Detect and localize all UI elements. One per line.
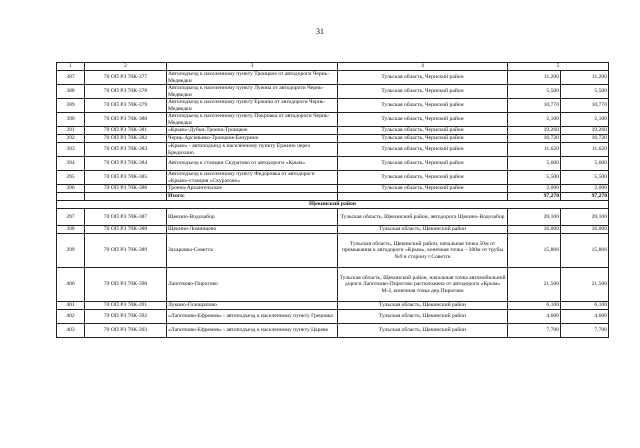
road-location: Тульская область, Щекинский район <box>338 324 508 338</box>
road-length-2: 2,000 <box>561 185 609 193</box>
road-location: Тульская область, Щекинский район, начальная точка автомобильной дороги Лапотково-Пирогово расположена от автодороги «Крым» М-2, конечная точка дер.Пирогово <box>338 268 508 302</box>
road-length-2: 4,600 <box>561 310 609 324</box>
road-length-2: 16,000 <box>561 226 609 234</box>
road-length-2: 5,600 <box>561 157 609 171</box>
road-location: Тульская область, Щекинский район <box>338 310 508 324</box>
road-length-1: 2,000 <box>508 185 561 193</box>
road-length-2: 15,866 <box>561 234 609 268</box>
row-number: 402 <box>57 310 85 324</box>
row-number: 401 <box>57 302 85 310</box>
table-row <box>57 157 609 171</box>
road-name: Лапотково-Пирогово <box>167 268 338 302</box>
road-code: 70 ОП РЗ 70К-390 <box>85 268 167 302</box>
chernsky-rows <box>57 71 609 193</box>
road-code: 70 ОП РЗ 70К-382 <box>85 135 167 143</box>
row-number: 397 <box>57 209 85 226</box>
column-header: 5 <box>508 63 609 71</box>
road-name: Лукино-Голощапово <box>167 302 338 310</box>
road-name: «Крым» - автоподъезд к населенному пункту Ержино через Бредихино <box>167 143 338 157</box>
road-location: Тульская область, Чернский район <box>338 157 508 171</box>
column-header: 1 <box>57 63 85 71</box>
table-row <box>57 302 609 310</box>
road-length-1: 4,600 <box>508 310 561 324</box>
road-location: Тульская область, Щекинский район, автодорога Щекино-Водозабор <box>338 209 508 226</box>
road-name: Автоподъезд к населенному пункту Ержино от автодороги Чернь-Медведки <box>167 99 338 113</box>
road-name: Автоподъезд к населенному пункту Троицкое от автодороги Чернь-Медведки <box>167 71 338 85</box>
road-code: 70 ОП РЗ 70К-386 <box>85 185 167 193</box>
road-name: Щекино-Водозабор <box>167 209 338 226</box>
road-name: Автоподъезд к станции Скуратово от автодороги «Крым» <box>167 157 338 171</box>
road-length-1: 10,770 <box>508 99 561 113</box>
row-number: 390 <box>57 113 85 127</box>
table-row <box>57 268 609 302</box>
road-location: Тульская область, Щекинский район <box>338 302 508 310</box>
road-code: 70 ОП РЗ 70К-380 <box>85 113 167 127</box>
table-row <box>57 171 609 185</box>
road-location: Тульская область, Чернский район <box>338 171 508 185</box>
page-number: 31 <box>316 27 324 36</box>
total-label: Итого: <box>167 193 338 201</box>
road-code: 70 ОП РЗ 70К-379 <box>85 99 167 113</box>
road-code: 70 ОП РЗ 70К-384 <box>85 157 167 171</box>
row-number: 389 <box>57 99 85 113</box>
row-number: 394 <box>57 157 85 171</box>
total-value-1: 97,270 <box>508 193 561 201</box>
road-location: Тульская область, Чернский район <box>338 71 508 85</box>
row-number: 398 <box>57 226 85 234</box>
row-number: 396 <box>57 185 85 193</box>
road-name: «Крым»-Дубки-Троена-Троицкое <box>167 127 338 135</box>
road-length-1: 20,100 <box>508 209 561 226</box>
road-code: 70 ОП РЗ 70К-378 <box>85 85 167 99</box>
table-row <box>57 234 609 268</box>
roads-table <box>56 62 609 338</box>
row-number: 391 <box>57 127 85 135</box>
road-length-2: 19,260 <box>561 127 609 135</box>
table-row <box>57 99 609 113</box>
road-code: 70 ОП РЗ 70К-385 <box>85 171 167 185</box>
table-row <box>57 135 609 143</box>
road-length-2: 20,100 <box>561 209 609 226</box>
road-length-2: 10,770 <box>561 99 609 113</box>
road-location: Тульская область, Щекинский район, начальная точка 50м от примыкания к автодороги «Крым», конечная точка – 300м от трубы №9 в сторону г.Советск <box>338 234 508 268</box>
row-number: 387 <box>57 71 85 85</box>
road-name: Автоподъезд к населенному пункту Покровка от автодороги Чернь-Медведки <box>167 113 338 127</box>
row-number: 392 <box>57 135 85 143</box>
road-length-1: 19,260 <box>508 127 561 135</box>
road-name: Чернь-Арсеньево-Троицкое-Бачурино <box>167 135 338 143</box>
road-name: Троена-Архангельское <box>167 185 338 193</box>
road-location: Тульская область, Чернский район <box>338 143 508 157</box>
row-number: 395 <box>57 171 85 185</box>
table-row <box>57 85 609 99</box>
table-row <box>57 71 609 85</box>
column-header: 2 <box>85 63 167 71</box>
table-row <box>57 143 609 157</box>
section-row <box>57 201 609 209</box>
table-row <box>57 127 609 135</box>
road-length-1: 21,500 <box>508 268 561 302</box>
table-row <box>57 310 609 324</box>
road-length-2: 6,100 <box>561 302 609 310</box>
road-length-1: 16,000 <box>508 226 561 234</box>
road-code: 70 ОП РЗ 70К-392 <box>85 310 167 324</box>
road-location: Тульская область, Чернский район <box>338 185 508 193</box>
road-name: Автоподъезд к населенному пункту Федоровка от автодороги «Крым»-станция «Скуратово» <box>167 171 338 185</box>
road-length-2: 7,700 <box>561 324 609 338</box>
table-row <box>57 324 609 338</box>
road-length-1: 5,500 <box>508 171 561 185</box>
road-code: 70 ОП РЗ 70К-383 <box>85 143 167 157</box>
road-name: Щекино-Ломинцево <box>167 226 338 234</box>
road-location: Тульская область, Чернский район <box>338 113 508 127</box>
chernsky-total <box>57 193 609 209</box>
road-code: 70 ОП РЗ 70К-391 <box>85 302 167 310</box>
road-length-1: 16,720 <box>508 135 561 143</box>
table-row <box>57 226 609 234</box>
road-location: Тульская область, Чернский район <box>338 99 508 113</box>
road-length-1: 7,700 <box>508 324 561 338</box>
road-code: 70 ОП РЗ 70К-393 <box>85 324 167 338</box>
road-location: Тульская область, Щекинский район <box>338 226 508 234</box>
total-value-2: 97,270 <box>561 193 609 201</box>
table-row <box>57 113 609 127</box>
row-number: 399 <box>57 234 85 268</box>
road-length-2: 2,100 <box>561 113 609 127</box>
road-code: 70 ОП РЗ 70К-387 <box>85 209 167 226</box>
table-row <box>57 185 609 193</box>
road-length-1: 11,620 <box>508 143 561 157</box>
table-header-row <box>57 63 609 71</box>
road-name: «Лапотково-Ефремов» - автоподъезд к населенному пункту Грецовка <box>167 310 338 324</box>
road-location: Тульская область, Чернский район <box>338 85 508 99</box>
road-code: 70 ОП РЗ 70К-377 <box>85 71 167 85</box>
road-code: 70 ОП РЗ 70К-389 <box>85 234 167 268</box>
road-length-2: 11,620 <box>561 143 609 157</box>
row-number: 400 <box>57 268 85 302</box>
road-length-1: 5,500 <box>508 85 561 99</box>
road-length-1: 11,200 <box>508 71 561 85</box>
road-length-2: 16,720 <box>561 135 609 143</box>
road-length-2: 5,500 <box>561 85 609 99</box>
road-length-2: 11,200 <box>561 71 609 85</box>
row-number: 403 <box>57 324 85 338</box>
column-header: 4 <box>338 63 508 71</box>
road-length-1: 15,866 <box>508 234 561 268</box>
road-name: «Лапотково-Ефремов» - автоподъезд к населенному пункту Царево <box>167 324 338 338</box>
total-row <box>57 193 609 201</box>
road-length-1: 2,100 <box>508 113 561 127</box>
road-location: Тульская область, Чернский район <box>338 135 508 143</box>
road-code: 70 ОП РЗ 70К-388 <box>85 226 167 234</box>
row-number: 388 <box>57 85 85 99</box>
road-name: Захаровка-Советск <box>167 234 338 268</box>
road-code: 70 ОП РЗ 70К-381 <box>85 127 167 135</box>
road-length-2: 21,500 <box>561 268 609 302</box>
road-name: Автоподъезд к населенному пункту Лужны от автодороги Чернь-Медведки <box>167 85 338 99</box>
column-header: 3 <box>167 63 338 71</box>
table-row <box>57 209 609 226</box>
section-title: Щекинский район <box>57 201 609 209</box>
road-length-1: 5,600 <box>508 157 561 171</box>
row-number: 393 <box>57 143 85 157</box>
road-length-2: 5,500 <box>561 171 609 185</box>
shchekinsky-rows <box>57 209 609 338</box>
road-length-1: 6,100 <box>508 302 561 310</box>
road-location: Тульская область, Чернский район <box>338 127 508 135</box>
